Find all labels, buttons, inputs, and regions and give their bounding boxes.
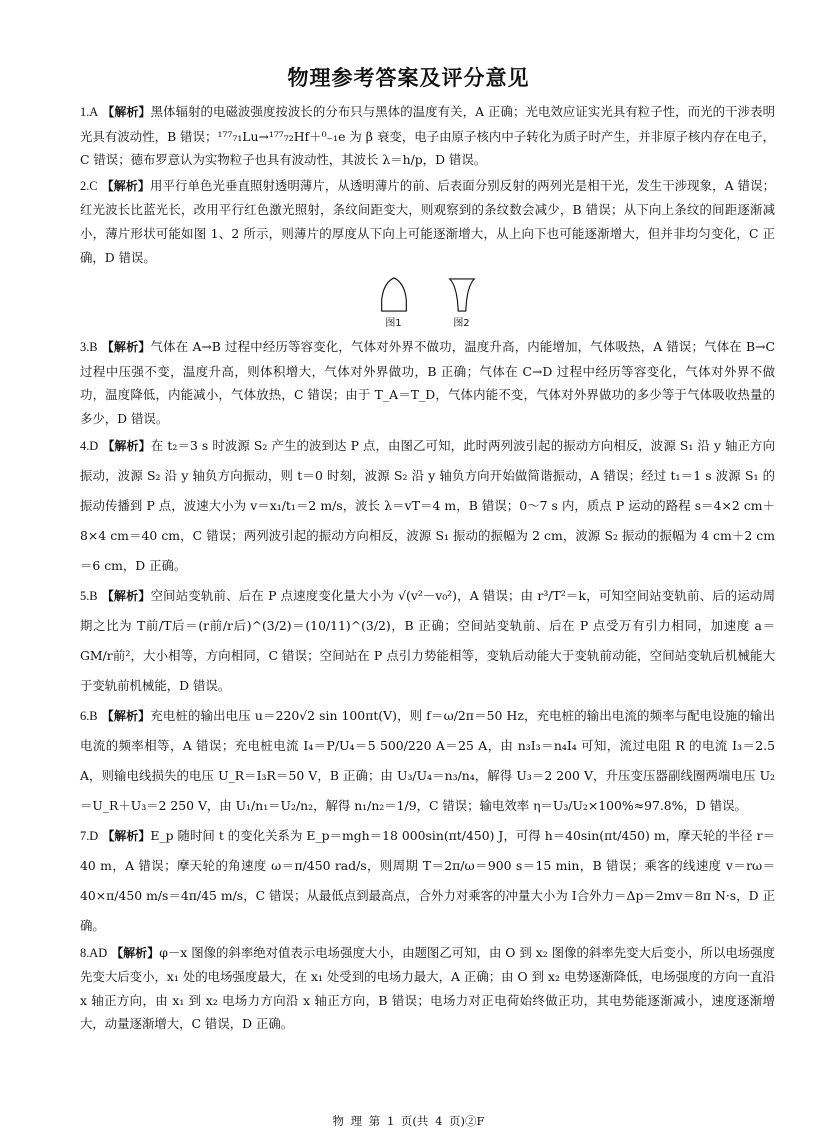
question-text: 充电桩的输出电压 u＝220√2 sin 100πt(V)，则 f＝ω/2π＝50 Hz，充电桩的输出电流的频率与配电设施的输出电流的频率相等，A 错误；充电桩电流 I₄＝P/U₄＝5 500/220 A＝25 A，由 n₃I₃＝n₄I₄ 可知，流过电阻 R 的电流 I₃＝2.5 A，则输电线损失的电压 U_R＝I₃R＝50 V，B 正确；由 U₃/U₄＝n₃/n₄，解得 U₃＝2 200 V，升压变压器副线圈两端电压 U₂＝U_R＋U₃＝2 250 V，由 U₁/n₁＝U₂/n₂，解得 n₁/n₂＝1/9，C 错误；输电效率 η＝U₃/U₂×100%≈97.8%，D 错误。	[80, 707, 775, 813]
figure-1-caption: 图1	[385, 318, 402, 330]
analysis-tag: 【解析】	[102, 438, 151, 453]
question-number: 4.D	[80, 438, 99, 453]
analysis-tag: 【解析】	[101, 340, 151, 355]
question-text: E_p 随时间 t 的变化关系为 E_p＝mgh＝18 000sin(πt/450) J，可得 h＝40sin(πt/450) m，摩天轮的半径 r＝40 m，A 错误；摩天轮的角速度 ω＝π/450 rad/s，则周期 T＝2π/ω＝900 s＝15 min，B 错误；乘客的线速度 v＝rω＝40×π/450 m/s＝4π/45 m/s，C 错误；从最低点到最高点，合外力对乘客的冲量大小为 I合外力＝Δp＝2mv＝8π N·s，D 正确。	[80, 827, 775, 933]
question-number: 2.C	[80, 178, 98, 193]
figure-1	[379, 277, 409, 329]
question-number: 6.B	[80, 708, 98, 723]
question-number: 3.B	[80, 340, 98, 355]
figure-2	[447, 277, 477, 329]
question-2	[80, 174, 775, 269]
question-text: 空间站变轨前、后在 P 点速度变化量大小为 √(v²－v₀²)，A 错误；由 r³/T²＝k，可知空间站变轨前、后的运动周期之比为 T前/T后＝(r前/r后)^(3/2)＝(10/11)^(3/2)，B 正确；空间站变轨前、后在 P 点受万有引力相同，加速度 a＝GM/r前²，大小相等，方向相同，C 错误；空间站在 P 点引力势能相等，变轨后动能大于变轨前动能，空间站变轨后机械能大于变轨前机械能，D 错误。	[80, 587, 775, 693]
figure-2-caption: 图2	[453, 318, 470, 330]
question-1	[80, 100, 775, 172]
question-7	[80, 821, 775, 941]
question-text: 用平行单色光垂直照射透明薄片，从透明薄片的前、后表面分别反射的两列光是相干光，发生干涉现象，A 错误；红光波长比蓝光长，改用平行红色激光照射，条纹间距变大，则观察到的条纹数会减少，B 错误；从下向上条纹的间距逐渐减小，薄片形状可能如图 1、2 所示，则薄片的厚度从下向上可能逐渐增大，从上向下也可能逐渐增大，但并非均匀变化，C 正确，D 错误。	[80, 177, 775, 265]
question-number: 7.D	[80, 828, 99, 843]
analysis-tag: 【解析】	[102, 828, 151, 843]
question-3	[80, 335, 775, 430]
figure-1-shape	[379, 277, 409, 313]
analysis-tag: 【解析】	[101, 588, 151, 603]
question-text: 在 t₂＝3 s 时波源 S₂ 产生的波到达 P 点，由图乙可知，此时两列波引起的振动方向相反，波源 S₁ 沿 y 轴正方向振动，波源 S₂ 沿 y 轴负方向振动，则 t＝0 时刻，波源 S₂ 沿 y 轴负方向开始做简谐振动，A 错误；经过 t₁＝1 s 波源 S₁ 的振动传播到 P 点，波速大小为 v＝x₁/t₁＝2 m/s，波长 λ＝vT＝4 m，B 错误；0～7 s 内，质点 P 运动的路程 s＝4×2 cm＋8×4 cm＝40 cm，C 错误；两列波引起的振动方向相反，波源 S₁ 振动的振幅为 2 cm，波源 S₂ 振动的振幅为 4 cm＋2 cm＝6 cm，D 正确。	[80, 437, 775, 573]
page-title: 物理参考答案及评分意见	[287, 66, 530, 90]
question-6	[80, 701, 775, 821]
question-number: 1.A	[80, 105, 99, 119]
figure-2-shape	[447, 277, 477, 313]
analysis-tag: 【解析】	[102, 105, 151, 119]
question-number: 8.AD	[80, 945, 108, 960]
question-number: 5.B	[80, 588, 98, 603]
question-text: 黑体辐射的电磁波强度按波长的分布只与黑体的温度有关，A 正确；光电效应证实光具有粒子性，而光的干涉表明光具有波动性，B 错误；¹⁷⁷₇₁Lu→¹⁷⁷₇₂Hf＋⁰₋₁e 为 β 衰变，电子由原子核内中子转化为质子时产生，并非原子核内存在电子，C 错误；德布罗意认为实物粒子也具有波动性，其波长 λ＝h/p，D 错误。	[80, 104, 775, 168]
thin-film-figures	[80, 277, 775, 329]
question-4	[80, 431, 775, 581]
analysis-tag: 【解析】	[111, 945, 160, 960]
answer-list	[80, 100, 775, 1036]
question-text: φ－x 图像的斜率绝对值表示电场强度大小，由题图乙可知，由 O 到 x₂ 图像的斜率先变大后变小，所以电场强度先变大后变小，x₁ 处的电场强度最大，在 x₁ 处受到的电场力最大，A 正确；由 O 到 x₂ 电势逐渐降低，电场强度的方向一直沿 x 轴正方向，由 x₁ 到 x₂ 电场力方向沿 x 轴正方向，B 错误；电场力对正电荷始终做正功，其电势能逐渐减小，速度逐渐增大，动量逐渐增大，C 错误，D 正确。	[80, 944, 775, 1032]
analysis-tag: 【解析】	[101, 708, 151, 723]
question-text: 气体在 A→B 过程中经历等容变化，气体对外界不做功，温度升高，内能增加，气体吸热，A 错误；气体在 B→C 过程中压强不变，温度升高，则体积增大，气体对外界做功，B 正确；气体在 C→D 过程中经历等容变化，气体对外界不做功，温度降低，内能减小，气体放热，C 错误；由于 T_A＝T_D，气体内能不变，气体对外界做功的多少等于气体吸收热量的多少，D 错误。	[80, 339, 775, 426]
analysis-tag: 【解析】	[101, 178, 151, 193]
question-8	[80, 941, 775, 1036]
page-footer: 物 理 第 1 页(共 4 页)②F	[332, 1114, 485, 1128]
question-5	[80, 581, 775, 701]
